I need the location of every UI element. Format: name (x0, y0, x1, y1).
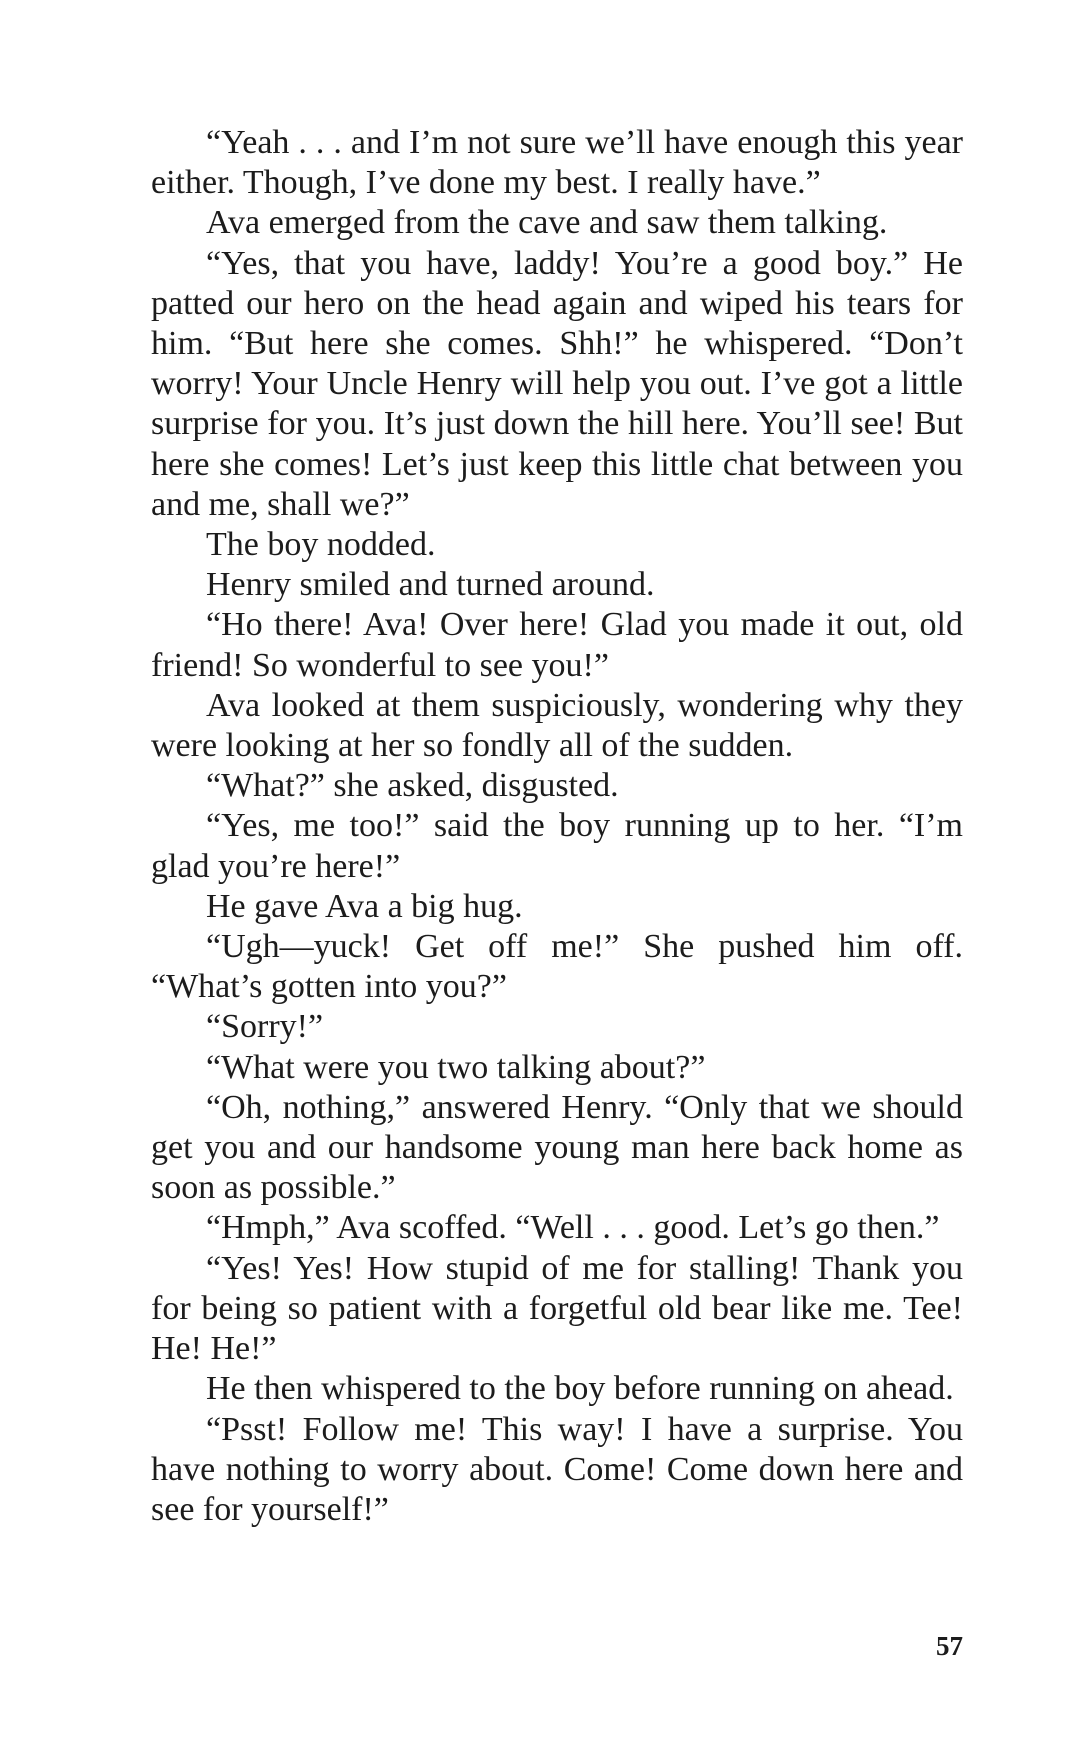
paragraph: “Hmph,” Ava scoffed. “Well . . . good. Let’s go then.” (206, 1209, 940, 1247)
paragraph: Ava looked at them suspiciously, wondering why they were looking at her so fondly all of the sudden. (151, 686, 963, 765)
paragraph: “Yes! Yes! How stupid of me for stalling! Thank you for being so patient with a forgetful old bear like me. Tee! He! He!” (151, 1249, 963, 1368)
paragraph: “Yes, that you have, laddy! You’re a good boy.” He patted our hero on the head again and wiped his tears for him. “But here she comes. Shh!” he whispered. “Don’t worry! Your Uncle Henry will help you out. I’ve got a little surprise for you. It’s just down the hill here. You’ll see! But here she comes! Let’s just keep this little chat between you and me, shall we?” (151, 244, 963, 523)
paragraph: “Yeah . . . and I’m not sure we’ll have enough this year either. Though, I’ve done my best. I really have.” (151, 124, 963, 202)
paragraph: “What?” she asked, disgusted. (206, 767, 619, 805)
paragraph: “Yes, me too!” said the boy running up to her. “I’m glad you’re here!” (151, 807, 963, 885)
paragraph: “Oh, nothing,” answered Henry. “Only that we should get you and our handsome young man here back home as soon as possible.” (151, 1088, 963, 1207)
page-body-text (151, 123, 963, 1530)
paragraph: “Psst! Follow me! This way! I have a surprise. You have nothing to worry about. Come! Come down here and see for yourself!” (151, 1410, 963, 1528)
paragraph: “What were you two talking about?” (206, 1048, 706, 1086)
paragraph: “Ugh—yuck! Get off me!” She pushed him off. “What’s gotten into you?” (151, 928, 963, 1006)
paragraph: Ava emerged from the cave and saw them talking. (206, 204, 888, 242)
paragraph: “Ho there! Ava! Over here! Glad you made it out, old friend! So wonderful to see you!” (151, 606, 963, 684)
paragraph: He gave Ava a big hug. (206, 887, 523, 925)
page-number: 57 (936, 1631, 963, 1661)
paragraph: “Sorry!” (206, 1008, 324, 1046)
paragraph: He then whispered to the boy before running on ahead. (206, 1370, 954, 1408)
paragraph: The boy nodded. (206, 526, 436, 564)
paragraph: Henry smiled and turned around. (206, 566, 655, 604)
